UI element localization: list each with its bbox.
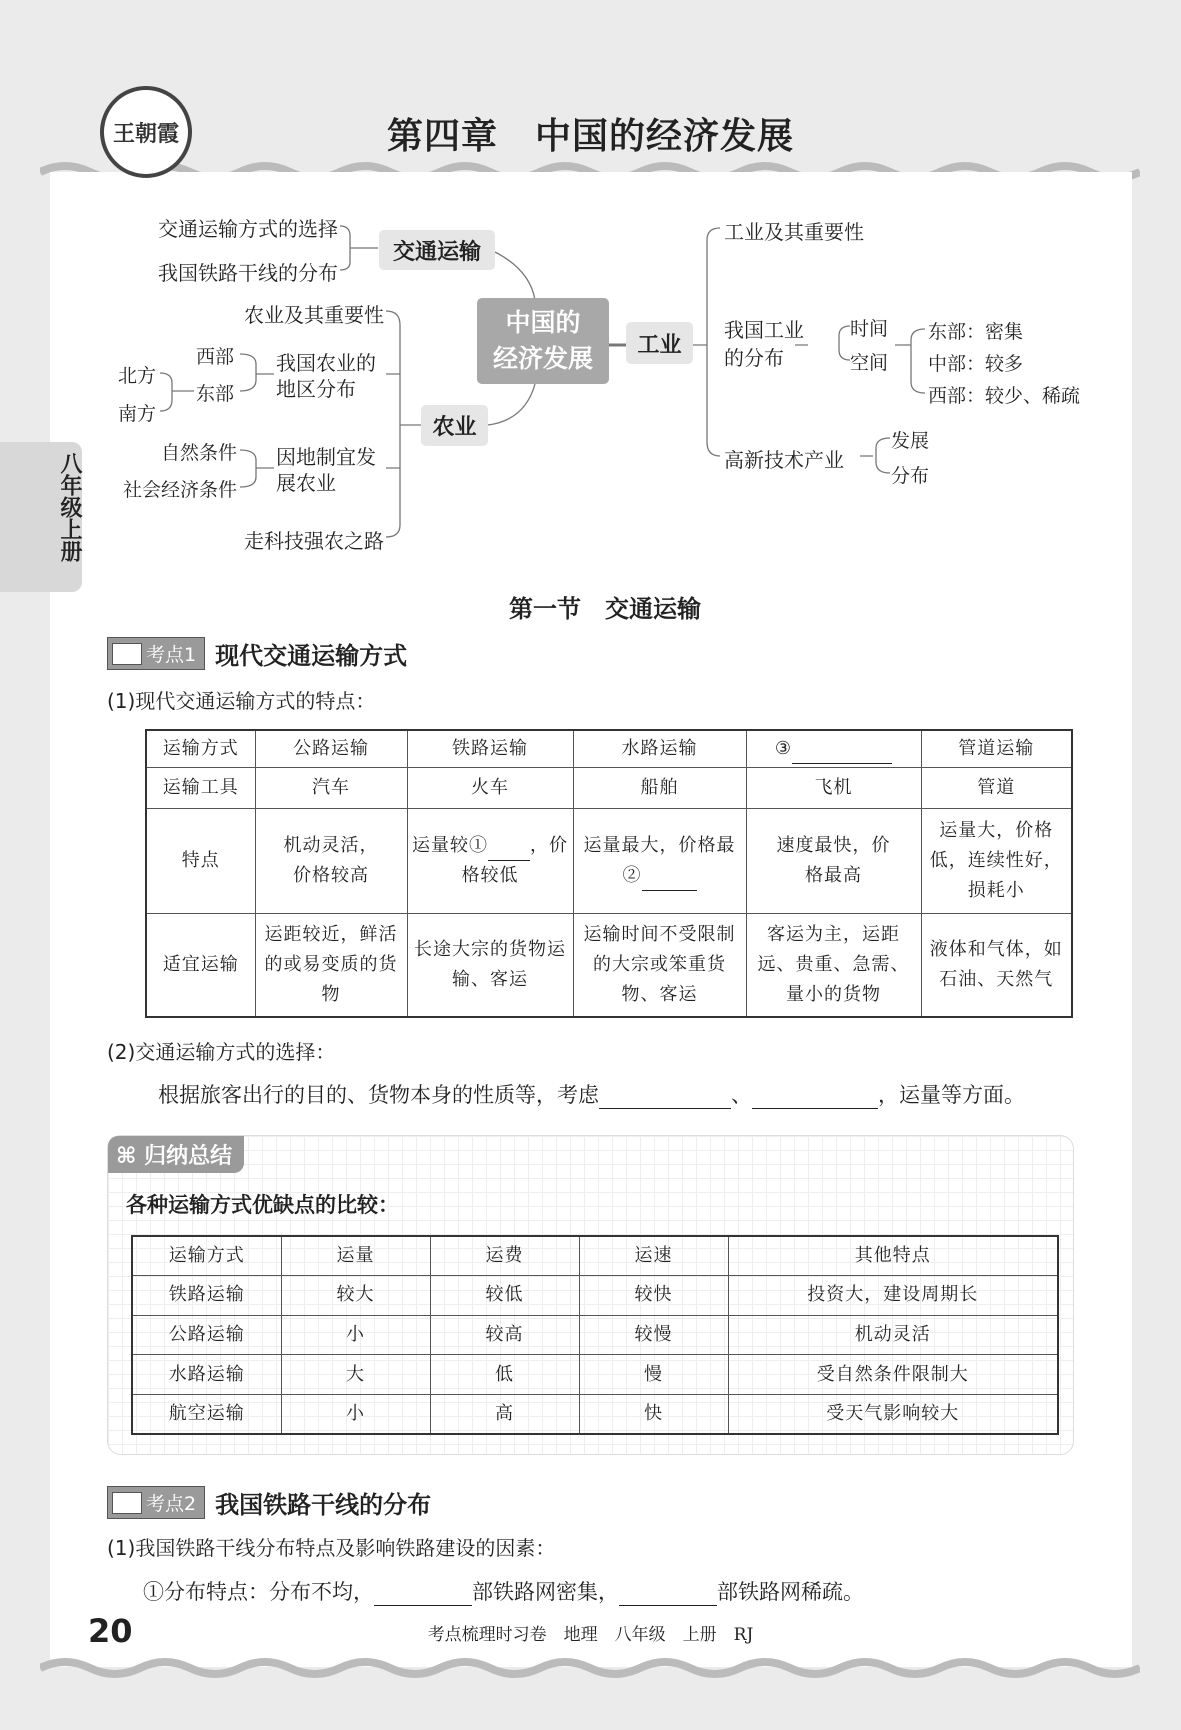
footer-text: 考点梳理时习卷 地理 八年级 上册 RJ xyxy=(427,1625,754,1645)
mm-east: 东部 xyxy=(196,383,235,405)
line: 展农业 xyxy=(276,471,336,495)
cell-text: 运量较① xyxy=(412,834,488,856)
mm-north: 北方 xyxy=(118,365,157,387)
cell: 管道运输 xyxy=(921,730,1072,767)
table-row xyxy=(146,808,1072,913)
mm-east-dense: 东部：密集 xyxy=(928,321,1024,343)
kaodian2-title: 我国铁路干线的分布 xyxy=(215,1491,432,1519)
cell: 机动灵活 xyxy=(728,1315,1058,1355)
cell: 航空运输 xyxy=(132,1394,281,1434)
cell: 小 xyxy=(281,1394,430,1434)
text: ，运量等方面。 xyxy=(878,1083,1025,1107)
cell: 投资大，建设周期长 xyxy=(728,1276,1058,1316)
cell: 管道 xyxy=(921,767,1072,808)
cell: 运输工具 xyxy=(146,767,255,808)
cell: 较大 xyxy=(281,1276,430,1316)
mm-node-industry: 工业 xyxy=(626,322,693,364)
answer-blank[interactable] xyxy=(599,1087,731,1109)
center-line2: 经济发展 xyxy=(492,344,593,373)
blank-number: ③ xyxy=(774,737,793,759)
mm-west: 西部 xyxy=(196,346,235,368)
mm-node-transport: 交通运输 xyxy=(379,230,495,270)
mm-agri-regions xyxy=(276,350,376,402)
distribution-line xyxy=(143,1576,864,1606)
chapter-title: 第四章 中国的经济发展 xyxy=(386,116,794,157)
mm-transport-choice: 交通运输方式的选择 xyxy=(158,217,338,241)
page-number: 20 xyxy=(88,1612,133,1650)
mm-hitech-develop: 发展 xyxy=(891,430,930,452)
mm-space: 空间 xyxy=(850,352,889,374)
header-cell: 运费 xyxy=(430,1236,579,1276)
header-cell: 运量 xyxy=(281,1236,430,1276)
kaodian2-header xyxy=(107,1485,431,1520)
table-row xyxy=(132,1355,1058,1395)
table-header-row xyxy=(132,1236,1058,1276)
answer-blank[interactable] xyxy=(374,1584,472,1606)
mm-node-agriculture: 农业 xyxy=(421,405,488,446)
cell: 机动灵活，价格较高 xyxy=(255,808,407,913)
cell: 公路运输 xyxy=(132,1315,281,1355)
table-row xyxy=(146,767,1072,808)
mm-industry-importance: 工业及其重要性 xyxy=(724,220,864,244)
text: 部铁路网稀疏。 xyxy=(717,1580,864,1604)
section-title: 第一节 交通运输 xyxy=(509,595,701,623)
transport-features-table xyxy=(145,729,1073,1018)
mm-industry-distribution xyxy=(724,316,804,372)
transport-comparison-table xyxy=(131,1235,1059,1435)
wavy-border-bottom xyxy=(40,1656,1140,1680)
mm-railway-distribution: 我国铁路干线的分布 xyxy=(158,261,338,285)
cell: 铁路运输 xyxy=(132,1276,281,1316)
answer-blank[interactable] xyxy=(642,890,697,891)
line: 因地制宜发 xyxy=(276,445,376,469)
kaodian-tag xyxy=(107,637,205,670)
kaodian1-header xyxy=(107,636,407,671)
tag-text: 归纳总结 xyxy=(144,1144,233,1169)
blank-cell-1[interactable] xyxy=(407,808,573,913)
mm-central-more: 中部：较多 xyxy=(928,353,1024,375)
q2-sentence xyxy=(158,1079,1025,1109)
table-row xyxy=(146,730,1072,767)
cell: 公路运输 xyxy=(255,730,407,767)
summary-heading: 各种运输方式优缺点的比较： xyxy=(126,1193,399,1217)
q2-label: (2)交通运输方式的选择： xyxy=(107,1040,336,1064)
kaodian-tag xyxy=(107,1486,205,1519)
cell: 飞机 xyxy=(746,767,921,808)
cell: 较低 xyxy=(430,1276,579,1316)
table-row xyxy=(132,1394,1058,1434)
mm-natural: 自然条件 xyxy=(160,442,237,464)
center-line1: 中国的 xyxy=(505,308,581,337)
mm-hitech-distribution: 分布 xyxy=(891,465,930,487)
blank-cell-2[interactable] xyxy=(573,808,746,913)
answer-blank[interactable] xyxy=(488,860,530,861)
mm-hitech: 高新技术产业 xyxy=(724,448,844,472)
cell: 水路运输 xyxy=(573,730,746,767)
summary-tag xyxy=(108,1136,244,1173)
cell-text: 运量最大，价格最② xyxy=(583,834,736,886)
answer-blank[interactable] xyxy=(792,763,892,764)
cell: 水路运输 xyxy=(132,1355,281,1395)
cell: 运距较近，鲜活的或易变质的货物 xyxy=(255,913,407,1017)
cell: 受天气影响较大 xyxy=(728,1394,1058,1434)
cell: 适宜运输 xyxy=(146,913,255,1017)
text: 部铁路网密集， xyxy=(472,1580,619,1604)
cell: 快 xyxy=(579,1394,728,1434)
mm-node-center xyxy=(477,298,609,384)
cell: 小 xyxy=(281,1315,430,1355)
cell: 较快 xyxy=(579,1276,728,1316)
waves-icon xyxy=(112,643,142,665)
header-cell: 运速 xyxy=(579,1236,728,1276)
kaodian1-title: 现代交通运输方式 xyxy=(215,642,408,670)
line: 我国农业的 xyxy=(276,351,376,375)
mm-local-agri xyxy=(276,444,376,496)
tag-text: 考点1 xyxy=(146,644,197,666)
mm-social: 社会经济条件 xyxy=(122,479,237,501)
tag-text: 考点2 xyxy=(146,1493,197,1515)
blank-cell-3[interactable] xyxy=(746,730,921,767)
table-row xyxy=(132,1276,1058,1316)
cell: 运量大，价格低，连续性好，损耗小 xyxy=(921,808,1072,913)
text: 、 xyxy=(731,1083,752,1107)
cell: 特点 xyxy=(146,808,255,913)
cell: 铁路运输 xyxy=(407,730,573,767)
table-row xyxy=(132,1315,1058,1355)
cell: 客运为主，运距远、贵重、急需、量小的货物 xyxy=(746,913,921,1017)
mm-tech-agri: 走科技强农之路 xyxy=(244,529,384,553)
text: ①分布特点：分布不均， xyxy=(143,1580,374,1604)
cell: 较高 xyxy=(430,1315,579,1355)
table-row xyxy=(146,913,1072,1017)
line: 我国工业 xyxy=(724,318,804,342)
header-cell: 运输方式 xyxy=(132,1236,281,1276)
cell-text: ，价格较低 xyxy=(461,834,568,886)
answer-blank[interactable] xyxy=(619,1584,717,1606)
cell: 低 xyxy=(430,1355,579,1395)
cell: 受自然条件限制大 xyxy=(728,1355,1058,1395)
cell: 运输方式 xyxy=(146,730,255,767)
header-cell: 其他特点 xyxy=(728,1236,1058,1276)
cell: 火车 xyxy=(407,767,573,808)
q1-label: (1)现代交通运输方式的特点： xyxy=(107,689,376,713)
cell: 高 xyxy=(430,1394,579,1434)
line: 的分布 xyxy=(724,346,784,370)
kaodian2-q1: (1)我国铁路干线分布特点及影响铁路建设的因素： xyxy=(107,1536,556,1560)
cell: 速度最快，价格最高 xyxy=(746,808,921,913)
mm-south: 南方 xyxy=(118,403,157,425)
logo-text: 王朝霞 xyxy=(112,120,179,147)
grade-side-tab: 八年级上册 xyxy=(0,442,82,592)
cell: 慢 xyxy=(579,1355,728,1395)
cell: 运输时间不受限制的大宗或笨重货物、客运 xyxy=(573,913,746,1017)
line: 地区分布 xyxy=(276,377,356,401)
knot-icon: ⌘ xyxy=(116,1144,145,1169)
mm-west-sparse: 西部：较少、稀疏 xyxy=(928,385,1081,407)
cell: 汽车 xyxy=(255,767,407,808)
waves-icon xyxy=(112,1492,142,1514)
cell: 较慢 xyxy=(579,1315,728,1355)
cell: 船舶 xyxy=(573,767,746,808)
text: 根据旅客出行的目的、货物本身的性质等，考虑 xyxy=(158,1083,599,1107)
cell: 长途大宗的货物运输、客运 xyxy=(407,913,573,1017)
mm-time: 时间 xyxy=(850,318,889,340)
mm-agri-importance: 农业及其重要性 xyxy=(244,303,384,327)
cell: 大 xyxy=(281,1355,430,1395)
answer-blank[interactable] xyxy=(752,1087,878,1109)
cell: 液体和气体，如石油、天然气 xyxy=(921,913,1072,1017)
